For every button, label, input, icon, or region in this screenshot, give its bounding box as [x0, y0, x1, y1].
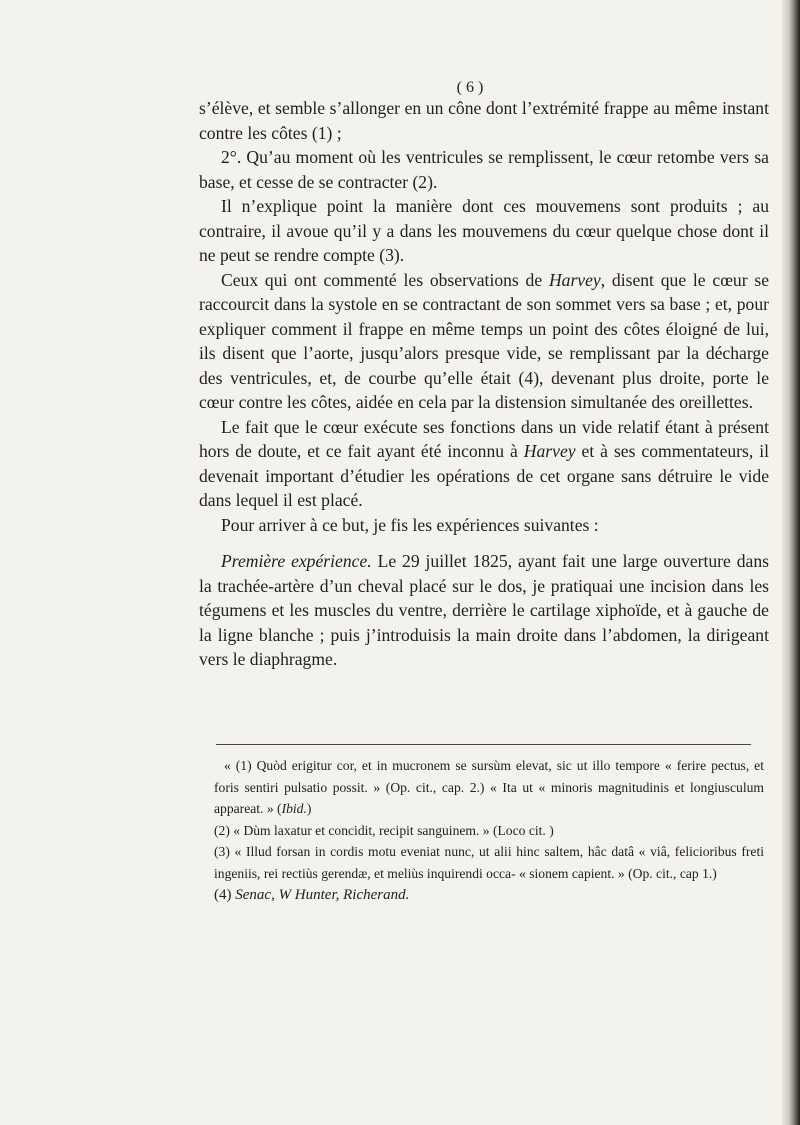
footnote-4-authors: Senac, W Hunter, Richerand.	[235, 886, 410, 903]
paragraph-2: 2°. Qu’au moment où les ventricules se remplissent, le cœur retombe vers sa base, et cesse de se contracter (2).	[199, 147, 769, 192]
footnote-1-ibid: Ibid.	[281, 801, 307, 817]
footnote-4-number: (4)	[214, 886, 236, 903]
paragraph-3: Il n’explique point la manière dont ces mouvemens sont produits ; au contraire, il avoue qu’il y a dans les mouvemens du cœur quelque chose dont il ne peut se rendre compte (3).	[199, 196, 769, 265]
paragraph-6: Pour arriver à ce but, je fis les expériences suivantes :	[221, 514, 599, 535]
page-number: ( 6 )	[456, 79, 484, 96]
main-text	[199, 96, 769, 672]
footnote-2: (2) « Dùm laxatur et concidit, recipit sanguinem. » (Loco cit. )	[214, 822, 554, 838]
paragraph-1: s’élève, et semble s’allonger en un cône dont l’extrémité frappe au même instant contre les côtes (1) ;	[199, 98, 769, 143]
harvey-name-1: Harvey	[548, 269, 601, 290]
paragraph-5-rest: et à ses commentateurs, il devenait important d’étudier les opérations de cet organe sans détruire le vide dans lequel il est placé.	[199, 441, 770, 510]
paragraph-4-rest: , disent que le cœur se raccourcit dans la systole en se contractant de son sommet vers sa base ; et, pour expliquer comment il frappe en même temps un point des côtes éloigné de lui, ils disent que l’aorte, jusqu’alors presque vide, se remplissant par la décharge des ventricules, et, de courbe qu’elle était (4), devenant plus droite, porte le cœur contre les côtes, aidée en cela par la distension simultanée des oreillettes.	[199, 269, 770, 412]
footnote-3: (3) « Illud forsan in cordis motu eveniat nunc, ut alii hinc saltem, hâc datâ « viâ, felicioribus freti ingeniis, rei rectiùs gerendæ, et meliùs inquirendi occa- « sionem capient. » (Op. cit., cap 1.)	[214, 844, 764, 881]
paragraph-7	[199, 549, 769, 672]
paragraph-7-rest: Le 29 juillet 1825, ayant fait une large ouverture dans la trachée-artère d’un cheval placé sur le dos, je pratiquai une incision dans les tégumens et les muscles du ventre, derrière le cartilage xiphoïde, et à gauche de la ligne blanche ; puis j’introduisis la main droite dans l’abdomen, la dirigeant vers le diaphragme.	[199, 551, 770, 669]
footnote-1	[214, 755, 764, 820]
footnote-divider	[216, 744, 751, 745]
footnote-1-text: « (1) Quòd erigitur cor, et in mucronem se sursùm elevat, sic ut illo tempore « ferire pectus, et foris sentiri pulsatio possit. » (Op. cit., cap. 2.) « Ita ut « minoris magnitudinis et longiusculum appareat. » (	[214, 758, 764, 817]
paragraph-5	[199, 415, 769, 513]
paragraph-4	[199, 268, 769, 415]
footnote-4	[214, 885, 764, 907]
experiment-heading: Première expérience.	[221, 551, 372, 571]
harvey-name-2: Harvey	[523, 441, 576, 461]
book-gutter-shadow	[782, 0, 800, 1125]
footnote-1-close: )	[306, 801, 312, 817]
footnotes	[214, 755, 764, 906]
paragraph-5-start: Le fait que le cœur exécute ses fonctions dans un vide relatif étant à présent hors de doute, et ce fait ayant été inconnu à	[199, 416, 769, 461]
paragraph-4-start: Ceux qui ont commenté les observations de	[221, 269, 549, 290]
